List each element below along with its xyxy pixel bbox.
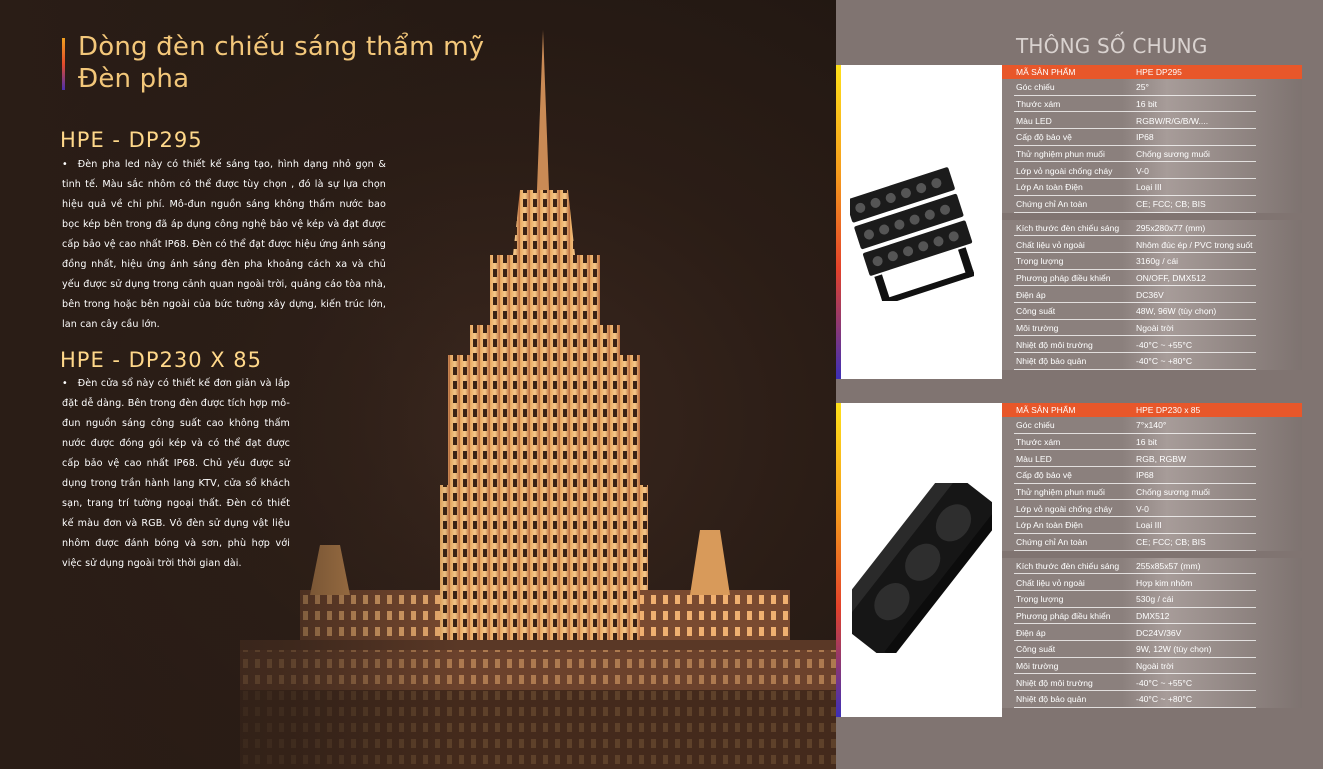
spec-row	[1002, 417, 1302, 434]
spec-label: Lớp vỏ ngoài chống cháy	[1016, 165, 1113, 176]
spec-value: 16 bit	[1136, 437, 1158, 448]
spec-label: Màu LED	[1016, 115, 1052, 126]
spec-row	[1002, 196, 1302, 213]
spec-value: DC36V	[1136, 289, 1164, 300]
spec-label: Nhiệt độ bảo quản	[1016, 356, 1087, 367]
spec-row	[1002, 691, 1302, 708]
spec-block-general	[1002, 79, 1302, 213]
page-subtitle: Đèn pha	[78, 64, 190, 94]
spec-row	[1002, 434, 1302, 451]
spec-value: 9W, 12W (tùy chọn)	[1136, 644, 1212, 655]
spec-row	[1002, 286, 1302, 303]
spec-label: Nhiệt độ môi trường	[1016, 339, 1093, 350]
spec-label: Lớp vỏ ngoài chống cháy	[1016, 503, 1113, 514]
spec-label: Nhiệt độ môi trường	[1016, 677, 1093, 688]
product1-image-panel	[836, 65, 1002, 379]
spec-label: Điện áp	[1016, 289, 1046, 300]
right-page	[836, 0, 1323, 769]
product2-spec-table	[1002, 403, 1302, 708]
spec-row	[1002, 624, 1302, 641]
spec-label: Kích thước đèn chiếu sáng	[1016, 222, 1120, 233]
spec-row	[1002, 112, 1302, 129]
spec-header	[1002, 65, 1302, 79]
spec-value: DC24V/36V	[1136, 627, 1182, 638]
spec-label: Màu LED	[1016, 453, 1052, 464]
product2-image-panel	[836, 403, 1002, 717]
product2-description	[62, 374, 290, 574]
spec-row	[1002, 591, 1302, 608]
spec-value: -40°C ~ +55°C	[1136, 677, 1193, 688]
spec-value: 16 bit	[1136, 99, 1158, 110]
spec-row	[1002, 162, 1302, 179]
spec-row	[1002, 179, 1302, 196]
spec-label: Kích thước đèn chiếu sáng	[1016, 560, 1120, 571]
spec-header	[1002, 403, 1302, 417]
spec-label: Công suất	[1016, 306, 1056, 317]
spec-value: Chống sương muối	[1136, 149, 1210, 160]
product1-name: HPE - DP295	[60, 128, 203, 152]
spec-label: Chứng chỉ An toàn	[1016, 537, 1088, 548]
spec-label: Cấp độ bảo vệ	[1016, 470, 1072, 481]
spec-row	[1002, 220, 1302, 237]
spec-row	[1002, 79, 1302, 96]
spec-label: Chất liệu vỏ ngoài	[1016, 239, 1085, 250]
spec-value: 48W, 96W (tùy chọn)	[1136, 306, 1217, 317]
product2-accent-bar	[836, 403, 841, 717]
spec-value: -40°C ~ +55°C	[1136, 339, 1193, 350]
spec-value: ON/OFF, DMX512	[1136, 272, 1206, 283]
spec-block-general	[1002, 417, 1302, 551]
spec-value: DMX512	[1136, 610, 1170, 621]
product1-description-text: Đèn pha led này có thiết kế sáng tạo, hình dạng nhỏ gọn & tinh tế. Màu sắc nhôm có thể được tùy chọn , đó là sự lựa chọn hiệu quả về chi phí. Mô-đun nguồn sáng không thấm nước bao bọc kép bên trong đã áp dụng công nghệ bảo vệ kép và đạt được cấp bảo vệ cao nhất IP68. Đèn có thể đạt được hiệu ứng ánh sáng đồng nhất, hiệu ứng ánh sáng đèn pha khoảng cách xa và chủ yếu được sử dụng trong cảnh quan ngoài trời, quảng cáo tòa nhà, bên trong hoặc bên ngoài của bức tường xây dựng, kiến trúc lớn, lan can cây cầu lớn.	[62, 159, 386, 330]
spec-value: Loại III	[1136, 182, 1162, 193]
title-accent-bar	[62, 38, 65, 90]
spec-row	[1002, 129, 1302, 146]
product2-name: HPE - DP230 X 85	[60, 348, 263, 372]
spec-row	[1002, 674, 1302, 691]
spec-value: 25°	[1136, 82, 1149, 93]
spec-row	[1002, 270, 1302, 287]
spec-row	[1002, 517, 1302, 534]
floodlight-image	[850, 161, 974, 301]
spec-row	[1002, 641, 1302, 658]
product2-description-text: Đèn cửa sổ này có thiết kế đơn giản và lắp đặt dễ dàng. Bên trong đèn được tích hợp mô-đun nguồn sáng công suất cao không thấm nước được đóng gói kép và có thể đạt được cấp bảo vệ cao nhất IP68. Chủ yếu được sử dụng trong trần hành lang KTV, cửa sổ khách sạn, trang trí tường ngoại thất. Đèn có thiết kế màu đơn và RGB. Vỏ đèn sử dụng vật liệu nhôm được đánh bóng và sơn, phù hợp với việc sử dụng ngoài trời thời gian dài.	[62, 378, 290, 569]
spec-row	[1002, 608, 1302, 625]
spec-row	[1002, 146, 1302, 163]
spec-label: Góc chiếu	[1016, 82, 1055, 93]
spec-value: Ngoài trời	[1136, 660, 1174, 671]
spec-value: 255x85x57 (mm)	[1136, 560, 1201, 571]
spec-value: IP68	[1136, 132, 1154, 143]
spec-header-value: HPE DP230 x 85	[1136, 405, 1201, 415]
spec-value: 3160g / cái	[1136, 256, 1179, 267]
spec-value: 7°x140°	[1136, 420, 1167, 431]
spec-label: Góc chiếu	[1016, 420, 1055, 431]
spec-row	[1002, 658, 1302, 675]
spec-row	[1002, 467, 1302, 484]
specs-heading: THÔNG SỐ CHUNG	[1016, 34, 1208, 58]
spec-row	[1002, 336, 1302, 353]
spec-label: Thước xám	[1016, 99, 1061, 110]
spec-label: Thước xám	[1016, 437, 1061, 448]
spec-block-physical	[1002, 220, 1302, 370]
bullet: •	[62, 159, 68, 170]
spec-row	[1002, 450, 1302, 467]
spec-label: Nhiệt độ bảo quản	[1016, 694, 1087, 705]
spec-row	[1002, 236, 1302, 253]
product1-spec-table	[1002, 65, 1302, 370]
spec-row	[1002, 484, 1302, 501]
spec-value: V-0	[1136, 165, 1149, 176]
bullet: •	[62, 378, 68, 389]
spec-label: Chứng chỉ An toàn	[1016, 199, 1088, 210]
spec-header-key: MÃ SẢN PHẨM	[1016, 67, 1076, 77]
spec-value: 530g / cái	[1136, 594, 1174, 605]
spec-label: Lớp An toàn Điện	[1016, 182, 1083, 193]
spec-header-key: MÃ SẢN PHẨM	[1016, 405, 1076, 415]
spec-label: Điện áp	[1016, 627, 1046, 638]
spec-value: Ngoài trời	[1136, 322, 1174, 333]
spec-label: Phương pháp điều khiển	[1016, 272, 1111, 283]
wall-washer-image	[852, 483, 992, 653]
spec-value: IP68	[1136, 470, 1154, 481]
spec-value: CE; FCC; CB; BIS	[1136, 537, 1206, 548]
spec-label: Phương pháp điều khiển	[1016, 610, 1111, 621]
spec-label: Trọng lượng	[1016, 256, 1064, 267]
spec-label: Lớp An toàn Điện	[1016, 520, 1083, 531]
spec-label: Môi trường	[1016, 660, 1059, 671]
spec-row	[1002, 558, 1302, 575]
spec-label: Môi trường	[1016, 322, 1059, 333]
spec-value: Chống sương muối	[1136, 487, 1210, 498]
spec-value: Loại III	[1136, 520, 1162, 531]
spec-block-physical	[1002, 558, 1302, 708]
spec-row	[1002, 96, 1302, 113]
page-title: Dòng đèn chiếu sáng thẩm mỹ	[78, 32, 485, 62]
spec-label: Thử nghiệm phun muối	[1016, 149, 1105, 160]
spec-label: Trọng lượng	[1016, 594, 1064, 605]
spec-value: Nhôm đúc ép / PVC trong suốt	[1136, 239, 1253, 250]
spec-row	[1002, 534, 1302, 551]
spec-row	[1002, 303, 1302, 320]
spec-label: Cấp độ bảo vệ	[1016, 132, 1072, 143]
spec-value: -40°C ~ +80°C	[1136, 694, 1193, 705]
spec-row	[1002, 320, 1302, 337]
spec-row	[1002, 500, 1302, 517]
spec-value: -40°C ~ +80°C	[1136, 356, 1193, 367]
product1-description	[62, 155, 386, 335]
spec-value: RGBW/R/G/B/W....	[1136, 115, 1209, 126]
spec-row	[1002, 253, 1302, 270]
spec-value: CE; FCC; CB; BIS	[1136, 199, 1206, 210]
spec-value: Hợp kim nhôm	[1136, 577, 1193, 588]
spec-value: 295x280x77 (mm)	[1136, 222, 1206, 233]
spec-header-value: HPE DP295	[1136, 67, 1182, 77]
spec-row	[1002, 574, 1302, 591]
spec-label: Công suất	[1016, 644, 1056, 655]
spec-row	[1002, 353, 1302, 370]
product1-accent-bar	[836, 65, 841, 379]
spec-value: V-0	[1136, 503, 1149, 514]
spec-label: Chất liệu vỏ ngoài	[1016, 577, 1085, 588]
spec-value: RGB, RGBW	[1136, 453, 1187, 464]
spec-label: Thử nghiệm phun muối	[1016, 487, 1105, 498]
